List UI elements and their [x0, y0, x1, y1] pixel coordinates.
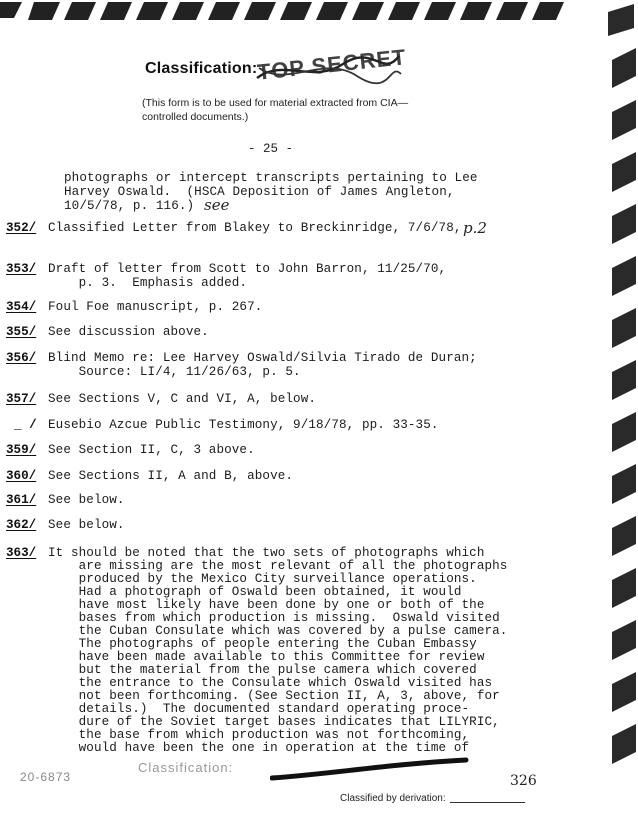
footnote-number: _ /	[14, 418, 37, 432]
footnote-text: the entrance to the Consulate which Oswald visited has	[48, 676, 493, 690]
continuation-line: Harvey Oswald. (HSCA Deposition of James Angleton,	[64, 185, 455, 199]
footnote-text: have been made available to this Committee for review	[48, 650, 485, 664]
footnote-text: not been forthcoming. (See Section II, A, 3, above, for	[48, 689, 500, 703]
derivation-blank	[450, 802, 525, 803]
footnote-text: Classified Letter from Blakey to Breckinridge, 7/6/78,	[48, 221, 462, 235]
footnote-text: See discussion above.	[48, 325, 209, 339]
footnote-text: See Sections II, A and B, above.	[48, 469, 294, 483]
redaction-scribble	[253, 48, 403, 92]
footnote-text: are missing are the most relevant of all the photographs	[48, 559, 508, 573]
derivation-label: Classified by derivation:	[340, 793, 446, 804]
footnote-text: Foul Foe manuscript, p. 267.	[48, 300, 263, 314]
footnote-text: The photographs of people entering the Cuban Embassy	[48, 637, 477, 651]
footnote-number: 356/	[6, 351, 37, 365]
document-stamp-number: 20-6873	[20, 770, 72, 784]
security-border-top	[0, 0, 638, 26]
handwritten-annotation: p.2	[463, 219, 487, 237]
footnote-text: Draft of letter from Scott to John Barron, 11/25/70,	[48, 262, 447, 276]
footnote-text: It should be noted that the two sets of photographs which	[48, 546, 485, 560]
footnote-number: 353/	[6, 262, 37, 276]
footnote-text: bases from which production is missing. Oswald visited	[48, 611, 500, 625]
footnote-number: 363/	[6, 546, 37, 560]
footnote-text: would have been the one in operation at the time of	[48, 741, 470, 755]
handwritten-annotation: see	[204, 196, 230, 214]
footnote-text: dure of the Soviet target bases indicates that LILYRIC,	[48, 715, 500, 729]
footnote-number: 362/	[6, 518, 37, 532]
footnote-text: See below.	[48, 493, 125, 507]
footnote-number: 355/	[6, 325, 37, 339]
classification-label: Classification:	[145, 60, 258, 77]
classification-header	[145, 44, 445, 98]
footnote-text: See Sections V, C and VI, A, below.	[48, 392, 317, 406]
footnote-text: Source: LI/4, 11/26/63, p. 5.	[48, 365, 301, 379]
footnote-number: 360/	[6, 469, 37, 483]
footnote-text: See Section II, C, 3 above.	[48, 443, 255, 457]
page-number: - 25 -	[248, 142, 294, 156]
bottom-classification-label: Classification:	[138, 760, 234, 775]
footnote-text: the base from which production was not forthcoming,	[48, 728, 470, 742]
footnote-text: p. 3. Emphasis added.	[48, 276, 248, 290]
footnote-number: 352/	[6, 221, 37, 235]
security-border-right	[568, 0, 638, 824]
footnote-number: 361/	[6, 493, 37, 507]
footnote-text: Eusebio Azcue Public Testimony, 9/18/78, pp. 33-35.	[48, 418, 439, 432]
footnote-text: details.) The documented standard operating proce-	[48, 702, 470, 716]
footnote-text: produced by the Mexico City surveillance operations.	[48, 572, 477, 586]
footnote-number: 359/	[6, 443, 37, 457]
footnote-number: 354/	[6, 300, 37, 314]
classification-mark: TOP SECRET	[256, 44, 408, 85]
footnote-text: Had a photograph of Oswald been obtained, it would	[48, 585, 462, 599]
continuation-line: photographs or intercept transcripts pertaining to Lee	[64, 171, 478, 185]
footnote-number: 357/	[6, 392, 37, 406]
archive-page-mark: 326	[510, 773, 537, 789]
footnote-text: but the material from the pulse camera which covered	[48, 663, 477, 677]
continuation-line: 10/5/78, p. 116.)	[64, 199, 195, 213]
footnote-text: Blind Memo re: Lee Harvey Oswald/Silvia Tirado de Duran;	[48, 351, 477, 365]
bottom-redaction-mark	[270, 756, 470, 786]
footnote-text: See below.	[48, 518, 125, 532]
footnote-text: have most likely have been done by one or both of the	[48, 598, 485, 612]
footnote-text: the Cuban Consulate which was covered by a pulse camera.	[48, 624, 508, 638]
form-usage-note: (This form is to be used for material extracted from CIA—controlled documents.)	[142, 97, 409, 123]
derivation-footer	[340, 793, 525, 804]
